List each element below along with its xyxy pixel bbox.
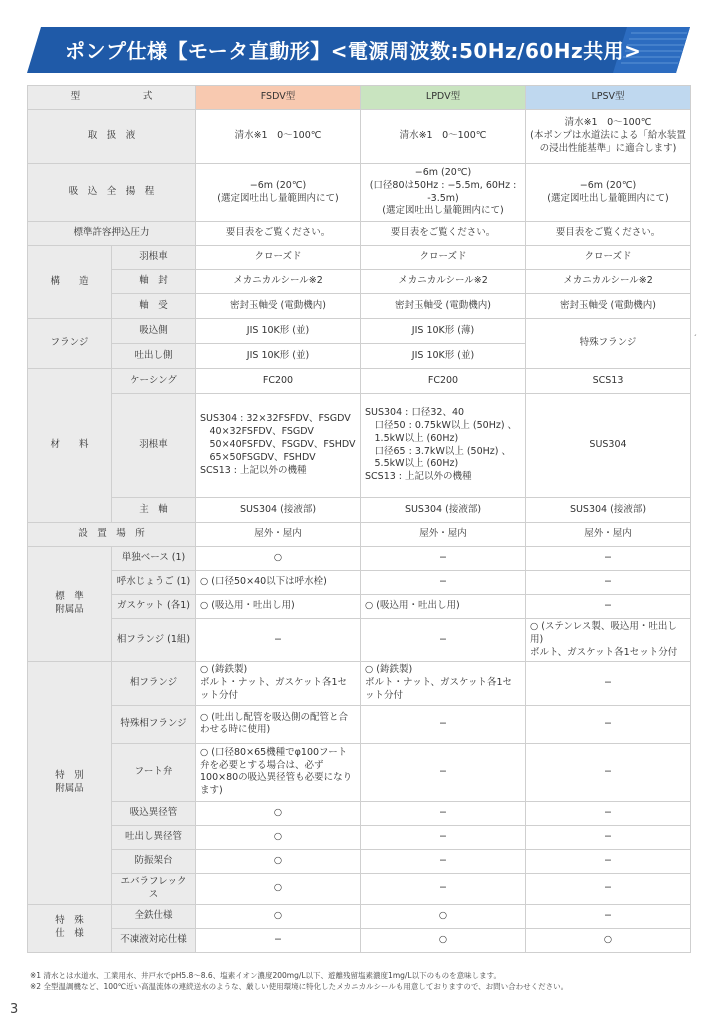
liquid-fsdv: 清水※1 0〜100℃ xyxy=(196,110,361,164)
label-std-acc-base: 単独ベース (1) xyxy=(112,547,196,571)
label-material: 材 料 xyxy=(28,369,112,523)
structure-seal-lpdv: メカニカルシール※2 xyxy=(361,270,526,294)
sp-acc-suction-pipe-fsdv: ○ xyxy=(196,801,361,825)
label-special-accessories: 特 別 附属品 xyxy=(28,662,112,904)
sp-acc-vibration-base-fsdv: ○ xyxy=(196,849,361,873)
sp-acc-flange-lpdv: ○ (鋳鉄製) ボルト・ナット、ガスケット各1セット分付 xyxy=(361,662,526,705)
label-sp-acc-special-flange: 特殊相フランジ xyxy=(112,705,196,743)
sp-acc-special-flange-lpdv: − xyxy=(361,705,526,743)
row-material-casing xyxy=(28,369,691,394)
std-acc-funnel-fsdv: ○ (口径50×40以下は呼水栓) xyxy=(196,571,361,595)
std-acc-flange-fsdv: − xyxy=(196,619,361,662)
row-std-acc-funnel xyxy=(28,571,691,595)
material-casing-fsdv: FC200 xyxy=(196,369,361,394)
structure-impeller-lpsv: クローズド xyxy=(526,246,691,270)
header-type-label: 型 式 xyxy=(28,86,196,110)
row-sp-acc-suction-pipe xyxy=(28,801,691,825)
flange-discharge-lpdv: JIS 10K形 (並) xyxy=(361,344,526,369)
row-structure-seal xyxy=(28,270,691,294)
location-lpsv: 屋外・屋内 xyxy=(526,523,691,547)
label-flange-discharge: 吐出し側 xyxy=(112,344,196,369)
material-casing-lpdv: FC200 xyxy=(361,369,526,394)
spec-table xyxy=(27,85,691,953)
label-structure: 構 造 xyxy=(28,246,112,319)
label-std-pressure: 標準許容押込圧力 xyxy=(28,222,196,246)
structure-bearing-lpdv: 密封玉軸受 (電動機内) xyxy=(361,294,526,319)
row-sp-acc-discharge-pipe xyxy=(28,825,691,849)
std-acc-funnel-lpsv: − xyxy=(526,571,691,595)
sp-acc-special-flange-lpsv: − xyxy=(526,705,691,743)
flange-discharge-fsdv: JIS 10K形 (並) xyxy=(196,344,361,369)
location-fsdv: 屋外・屋内 xyxy=(196,523,361,547)
sp-acc-flange-lpsv: − xyxy=(526,662,691,705)
label-suction-head: 吸 込 全 揚 程 xyxy=(28,164,196,222)
row-structure-bearing xyxy=(28,294,691,319)
title-banner xyxy=(27,27,690,73)
material-impeller-lpdv: SUS304 : 口径32、40 口径50 : 0.75kW以上 (50Hz) 、 1.5kW以上 (60Hz) 口径65 : 3.7kW以上 (50Hz) 、 5.5kW以上 (60Hz) SCS13 : 上記以外の機種 xyxy=(361,394,526,498)
label-liquid: 取 扱 液 xyxy=(28,110,196,164)
sp-spec-antifreeze-fsdv: − xyxy=(196,928,361,952)
std-acc-flange-lpsv: ○ (ステンレス製、吸込用・吐出し用) ボルト、ガスケット各1セット分付 xyxy=(526,619,691,662)
row-location xyxy=(28,523,691,547)
flange-suction-fsdv: JIS 10K形 (並) xyxy=(196,319,361,344)
std-acc-funnel-lpdv: − xyxy=(361,571,526,595)
label-flange: フランジ xyxy=(28,319,112,369)
sp-spec-iron-fsdv: ○ xyxy=(196,904,361,928)
sp-acc-flange-fsdv: ○ (鋳鉄製) ボルト・ナット、ガスケット各1セット分付 xyxy=(196,662,361,705)
row-structure-impeller xyxy=(28,246,691,270)
row-flange-suction xyxy=(28,319,691,344)
sp-acc-discharge-pipe-fsdv: ○ xyxy=(196,825,361,849)
structure-bearing-fsdv: 密封玉軸受 (電動機内) xyxy=(196,294,361,319)
sp-acc-vibration-base-lpsv: − xyxy=(526,849,691,873)
material-casing-lpsv: SCS13 xyxy=(526,369,691,394)
label-std-acc-gasket: ガスケット (各1) xyxy=(112,595,196,619)
structure-seal-lpsv: メカニカルシール※2 xyxy=(526,270,691,294)
row-sp-acc-flange xyxy=(28,662,691,705)
row-sp-spec-iron xyxy=(28,904,691,928)
sp-spec-iron-lpdv: ○ xyxy=(361,904,526,928)
label-structure-seal: 軸 封 xyxy=(112,270,196,294)
label-structure-bearing: 軸 受 xyxy=(112,294,196,319)
label-sp-acc-foot-valve: フート弁 xyxy=(112,743,196,801)
header-fsdv: FSDV型 xyxy=(196,86,361,110)
row-std-acc-gasket xyxy=(28,595,691,619)
std-acc-gasket-lpdv: ○ (吸込用・吐出し用) xyxy=(361,595,526,619)
row-std-acc-flange xyxy=(28,619,691,662)
row-sp-acc-foot-valve xyxy=(28,743,691,801)
std-acc-gasket-lpsv: − xyxy=(526,595,691,619)
liquid-lpdv: 清水※1 0〜100℃ xyxy=(361,110,526,164)
sp-acc-discharge-pipe-lpdv: − xyxy=(361,825,526,849)
std-pressure-lpdv: 要目表をご覧ください。 xyxy=(361,222,526,246)
row-liquid xyxy=(28,110,691,164)
label-sp-acc-flange: 相フランジ xyxy=(112,662,196,705)
footnotes xyxy=(30,970,690,993)
material-impeller-lpsv: SUS304 xyxy=(526,394,691,498)
page-title: ポンプ仕様【モータ直動形】<電源周波数:50Hz/60Hz共用> xyxy=(65,39,642,63)
std-pressure-fsdv: 要目表をご覧ください。 xyxy=(196,222,361,246)
footnote-1: ※1 清水とは水道水、工業用水、井戸水でpH5.8〜8.6、塩素イオン濃度200mg/L以下、遊離残留塩素濃度1mg/L以下のものを意味します。 xyxy=(30,971,501,980)
label-std-acc-funnel: 呼水じょうご (1) xyxy=(112,571,196,595)
sp-acc-suction-pipe-lpdv: − xyxy=(361,801,526,825)
std-acc-flange-lpdv: − xyxy=(361,619,526,662)
row-suction-head xyxy=(28,164,691,222)
suction-head-fsdv: −6m (20℃) (選定図吐出し量範囲内にて) xyxy=(196,164,361,222)
label-std-acc-flange: 相フランジ (1組) xyxy=(112,619,196,662)
sp-acc-flex-lpdv: − xyxy=(361,873,526,904)
label-structure-impeller: 羽根車 xyxy=(112,246,196,270)
label-sp-acc-flex: エバラフレックス xyxy=(112,873,196,904)
row-sp-acc-flex xyxy=(28,873,691,904)
sp-acc-foot-valve-lpsv: − xyxy=(526,743,691,801)
std-acc-base-lpdv: − xyxy=(361,547,526,571)
sp-spec-antifreeze-lpdv: ○ xyxy=(361,928,526,952)
label-sp-spec-iron: 全鉄仕様 xyxy=(112,904,196,928)
material-shaft-lpsv: SUS304 (接液部) xyxy=(526,498,691,523)
std-pressure-lpsv: 要目表をご覧ください。 xyxy=(526,222,691,246)
suction-head-lpdv: −6m (20℃) (口径80は50Hz : −5.5m, 60Hz : -3.5m) (選定図吐出し量範囲内にて) xyxy=(361,164,526,222)
flange-lpsv: 特殊フランジ xyxy=(526,319,691,369)
label-location: 設 置 場 所 xyxy=(28,523,196,547)
label-material-shaft: 主 軸 xyxy=(112,498,196,523)
sp-spec-iron-lpsv: − xyxy=(526,904,691,928)
label-special-spec: 特 殊 仕 様 xyxy=(28,904,112,952)
margin-mark: ˊ xyxy=(693,334,697,343)
std-acc-gasket-fsdv: ○ (吸込用・吐出し用) xyxy=(196,595,361,619)
sp-acc-foot-valve-fsdv: ○ (口径80×65機種でφ100フート弁を必要とする場合は、必ず100×80の吸込異径管も必要になります) xyxy=(196,743,361,801)
location-lpdv: 屋外・屋内 xyxy=(361,523,526,547)
label-sp-acc-discharge-pipe: 吐出し異径管 xyxy=(112,825,196,849)
page-number: 3 xyxy=(10,1002,19,1017)
header-lpsv: LPSV型 xyxy=(526,86,691,110)
material-shaft-fsdv: SUS304 (接液部) xyxy=(196,498,361,523)
sp-acc-discharge-pipe-lpsv: − xyxy=(526,825,691,849)
structure-impeller-lpdv: クローズド xyxy=(361,246,526,270)
sp-acc-foot-valve-lpdv: − xyxy=(361,743,526,801)
material-shaft-lpdv: SUS304 (接液部) xyxy=(361,498,526,523)
sp-acc-vibration-base-lpdv: − xyxy=(361,849,526,873)
row-sp-acc-vibration-base xyxy=(28,849,691,873)
structure-impeller-fsdv: クローズド xyxy=(196,246,361,270)
row-sp-acc-special-flange xyxy=(28,705,691,743)
row-sp-spec-antifreeze xyxy=(28,928,691,952)
row-std-pressure xyxy=(28,222,691,246)
label-material-casing: ケーシング xyxy=(112,369,196,394)
label-flange-suction: 吸込側 xyxy=(112,319,196,344)
row-material-impeller xyxy=(28,394,691,498)
structure-bearing-lpsv: 密封玉軸受 (電動機内) xyxy=(526,294,691,319)
structure-seal-fsdv: メカニカルシール※2 xyxy=(196,270,361,294)
sp-spec-antifreeze-lpsv: ○ xyxy=(526,928,691,952)
label-sp-acc-vibration-base: 防振架台 xyxy=(112,849,196,873)
sp-acc-special-flange-fsdv: ○ (吐出し配管を吸込側の配管と合わせる時に使用) xyxy=(196,705,361,743)
header-row xyxy=(28,86,691,110)
flange-suction-lpdv: JIS 10K形 (薄) xyxy=(361,319,526,344)
std-acc-base-fsdv: ○ xyxy=(196,547,361,571)
row-std-acc-base xyxy=(28,547,691,571)
liquid-lpsv: 清水※1 0〜100℃ (本ポンプは水道法による「給水装置の浸出性能基準」に適合します) xyxy=(526,110,691,164)
label-material-impeller: 羽根車 xyxy=(112,394,196,498)
sp-acc-suction-pipe-lpsv: − xyxy=(526,801,691,825)
header-lpdv: LPDV型 xyxy=(361,86,526,110)
material-impeller-fsdv: SUS304 : 32×32FSFDV、FSGDV 40×32FSFDV、FSGDV 50×40FSFDV、FSGDV、FSHDV 65×50FSGDV、FSHDV SCS13 : 上記以外の機種 xyxy=(196,394,361,498)
label-sp-spec-antifreeze: 不凍液対応仕様 xyxy=(112,928,196,952)
label-std-accessories: 標 準 附属品 xyxy=(28,547,112,662)
suction-head-lpsv: −6m (20℃) (選定図吐出し量範囲内にて) xyxy=(526,164,691,222)
row-material-shaft xyxy=(28,498,691,523)
footnote-2: ※2 全型温調機など、100℃近い高温流体の連続送水のような、厳しい使用環境に特化したメカニカルシールも用意しておりますので、お問い合わせください。 xyxy=(30,982,569,992)
sp-acc-flex-lpsv: − xyxy=(526,873,691,904)
std-acc-base-lpsv: − xyxy=(526,547,691,571)
label-sp-acc-suction-pipe: 吸込異径管 xyxy=(112,801,196,825)
sp-acc-flex-fsdv: ○ xyxy=(196,873,361,904)
